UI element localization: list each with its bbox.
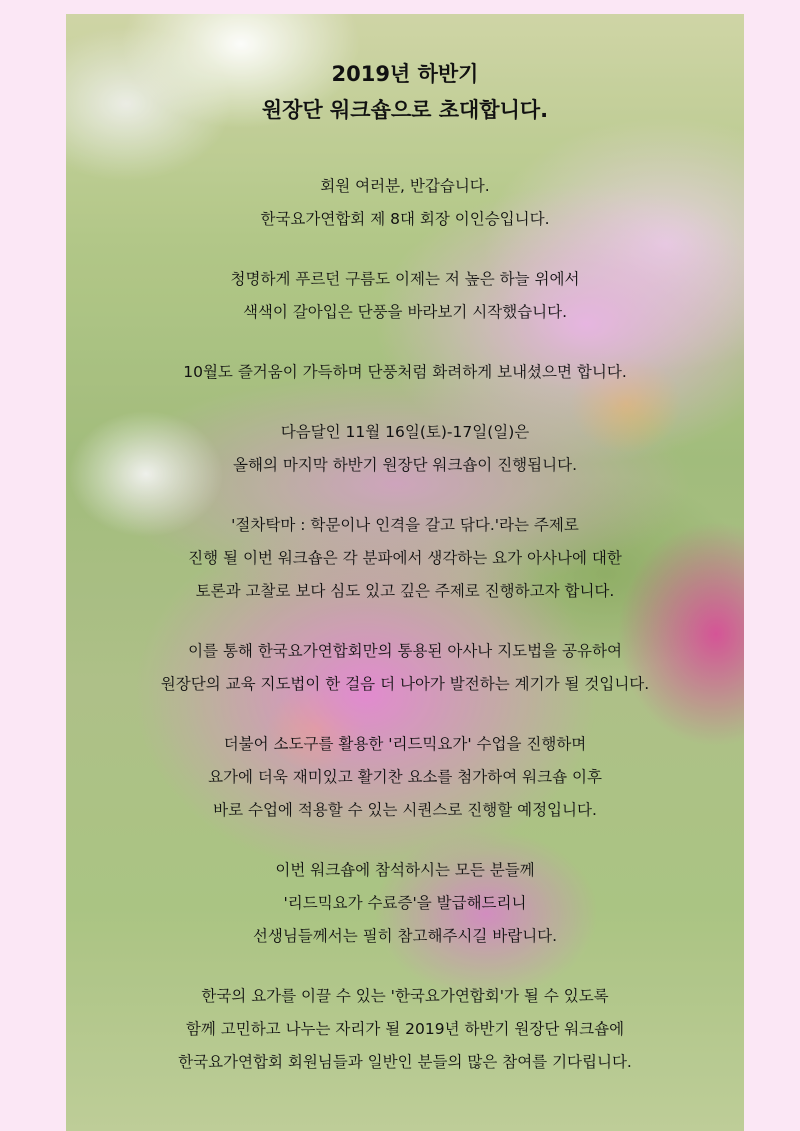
text-line: 올해의 마지막 하반기 원장단 워크숍이 진행됩니다. [233, 456, 577, 474]
paragraph-season [66, 263, 744, 329]
text-line: 함께 고민하고 나누는 자리가 될 2019년 하반기 원장단 워크숍에 [185, 1020, 625, 1038]
text-line: 이번 워크숍에 참석하시는 모든 분들께 [275, 861, 535, 879]
text-line: 더불어 소도구를 활용한 '리드믹요가' 수업을 진행하며 [223, 735, 587, 753]
text-line: 한국요가연합회 회원님들과 일반인 분들의 많은 참여를 기다립니다. [178, 1053, 632, 1071]
text-line: 토론과 고찰로 보다 심도 있고 깊은 주제로 진행하고자 합니다. [195, 582, 615, 600]
text-line: 바로 수업에 적용할 수 있는 시퀀스로 진행할 예정입니다. [213, 801, 597, 819]
paragraph-schedule [66, 416, 744, 482]
paragraph-closing [66, 980, 744, 1079]
title-line-2: 원장단 워크숍으로 초대합니다. [261, 98, 549, 122]
paragraph-theme [66, 509, 744, 608]
paragraph-rhythmic-yoga [66, 728, 744, 827]
text-line: 요가에 더욱 재미있고 활기찬 요소를 첨가하여 워크숍 이후 [208, 768, 602, 786]
text-line: 원장단의 교육 지도법이 한 걸음 더 나아가 발전하는 계기가 될 것입니다. [160, 675, 650, 693]
invitation-page [66, 14, 744, 1131]
text-line: 한국의 요가를 이끌 수 있는 '한국요가연합회'가 될 수 있도록 [201, 987, 609, 1005]
text-line: 색색이 갈아입은 단풍을 바라보기 시작했습니다. [242, 303, 568, 321]
text-line: 다음달인 11월 16일(토)-17일(일)은 [280, 423, 530, 441]
text-line: 10월도 즐거움이 가득하며 단풍처럼 화려하게 보내셨으면 합니다. [183, 363, 627, 381]
text-line: 한국요가연합회 제 8대 회장 이인승입니다. [260, 210, 550, 228]
text-line: 선생님들께서는 필히 참고해주시길 바랍니다. [252, 927, 558, 945]
paragraph-greeting [66, 170, 744, 236]
text-line: 회원 여러분, 반갑습니다. [320, 177, 490, 195]
text-line: 진행 될 이번 워크숍은 각 분파에서 생각하는 요가 아사나에 대한 [188, 549, 622, 567]
paragraph-october [66, 356, 744, 389]
text-line: '절차탁마 : 학문이나 인격을 갈고 닦다.'라는 주제로 [231, 516, 579, 534]
text-line: 이를 통해 한국요가연합회만의 통용된 아사나 지도법을 공유하여 [188, 642, 622, 660]
text-line: '리드믹요가 수료증'을 발급해드리니 [283, 894, 527, 912]
paragraph-purpose [66, 635, 744, 701]
paragraph-certificate [66, 854, 744, 953]
title-line-1: 2019년 하반기 [331, 62, 479, 86]
invitation-content [66, 14, 744, 1079]
text-line: 청명하게 푸르던 구름도 이제는 저 높은 하늘 위에서 [230, 270, 580, 288]
invitation-title [66, 56, 744, 128]
